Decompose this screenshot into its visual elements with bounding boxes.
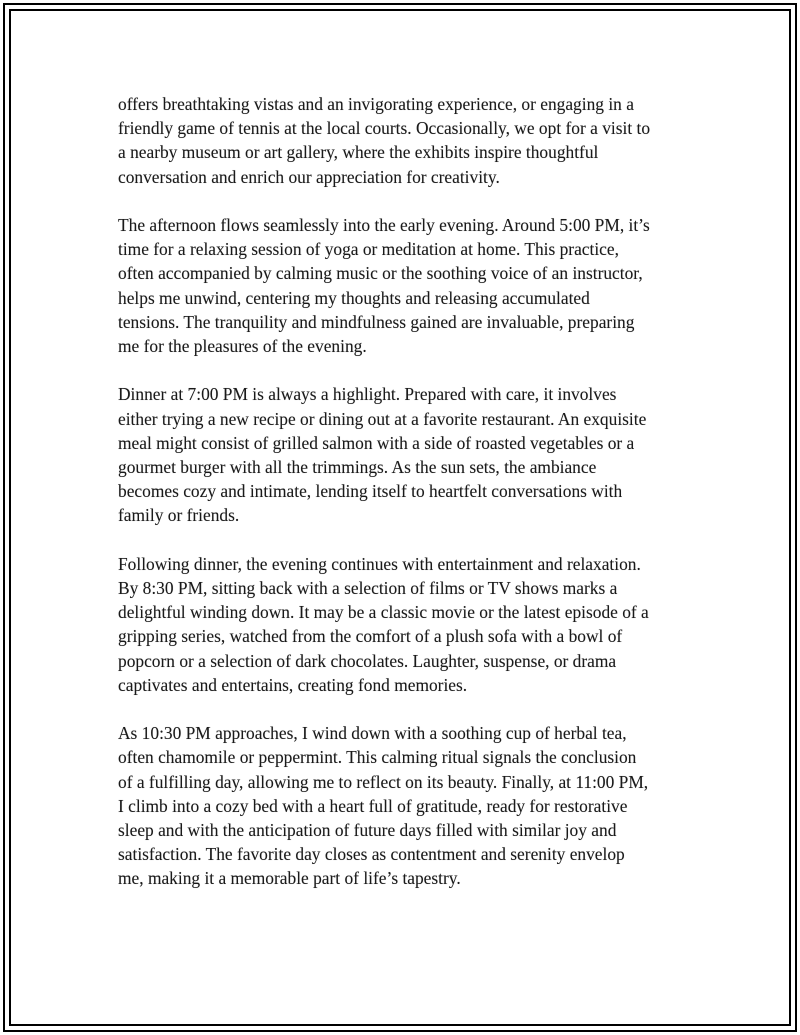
text-line: helps me unwind, centering my thoughts and releasing accumulated: [118, 287, 590, 308]
text-line: Following dinner, the evening continues with entertainment and relaxation.: [118, 553, 641, 574]
text-line: gripping series, watched from the comfort of a plush sofa with a bowl of: [118, 626, 623, 647]
text-line: tensions. The tranquility and mindfulness gained are invaluable, preparing: [118, 311, 635, 332]
text-line: me, making it a memorable part of life’s tapestry.: [118, 868, 461, 889]
text-line: sleep and with the anticipation of future days filled with similar joy and: [118, 820, 617, 841]
text-line: delightful winding down. It may be a classic movie or the latest episode of a: [118, 602, 649, 623]
text-line: Dinner at 7:00 PM is always a highlight. Prepared with care, it involves: [118, 384, 617, 405]
text-line: friendly game of tennis at the local courts. Occasionally, we opt for a visit to: [118, 118, 651, 139]
paragraph-5: [118, 721, 698, 890]
text-line: either trying a new recipe or dining out at a favorite restaurant. An exquisite: [118, 408, 647, 429]
text-line: satisfaction. The favorite day closes as contentment and serenity envelop: [118, 844, 625, 865]
text-line: me for the pleasures of the evening.: [118, 336, 367, 357]
text-line: becomes cozy and intimate, lending itself to heartfelt conversations with: [118, 481, 623, 502]
text-line: gourmet burger with all the trimmings. As the sun sets, the ambiance: [118, 457, 597, 478]
text-line: captivates and entertains, creating fond memories.: [118, 674, 468, 695]
text-line: offers breathtaking vistas and an invigorating experience, or engaging in a: [118, 94, 634, 114]
text-line: family or friends.: [118, 505, 240, 526]
text-line: As 10:30 PM approaches, I wind down with a soothing cup of herbal tea,: [118, 723, 627, 744]
paragraph-4: [118, 552, 698, 697]
text-line: time for a relaxing session of yoga or meditation at home. This practice,: [118, 239, 619, 260]
text-line: conversation and enrich our appreciation for creativity.: [118, 166, 500, 187]
paragraph-2: [118, 213, 698, 358]
text-line: popcorn or a selection of dark chocolates. Laughter, suspense, or drama: [118, 650, 617, 671]
text-line: often accompanied by calming music or the soothing voice of an instructor,: [118, 263, 643, 284]
paragraph-1: [118, 92, 698, 189]
text-line: a nearby museum or art gallery, where the exhibits inspire thoughtful: [118, 142, 599, 163]
text-line: meal might consist of grilled salmon with a side of roasted vegetables or a: [118, 432, 635, 453]
text-line: of a fulfilling day, allowing me to reflect on its beauty. Finally, at 11:00 PM,: [118, 771, 649, 792]
text-line: often chamomile or peppermint. This calming ritual signals the conclusion: [118, 747, 637, 768]
text-line: By 8:30 PM, sitting back with a selection of films or TV shows marks a: [118, 578, 618, 599]
paragraph-3: [118, 382, 698, 527]
text-line: The afternoon flows seamlessly into the early evening. Around 5:00 PM, it’s: [118, 215, 650, 235]
document-body: [118, 92, 698, 891]
text-line: I climb into a cozy bed with a heart full of gratitude, ready for restorative: [118, 795, 628, 816]
